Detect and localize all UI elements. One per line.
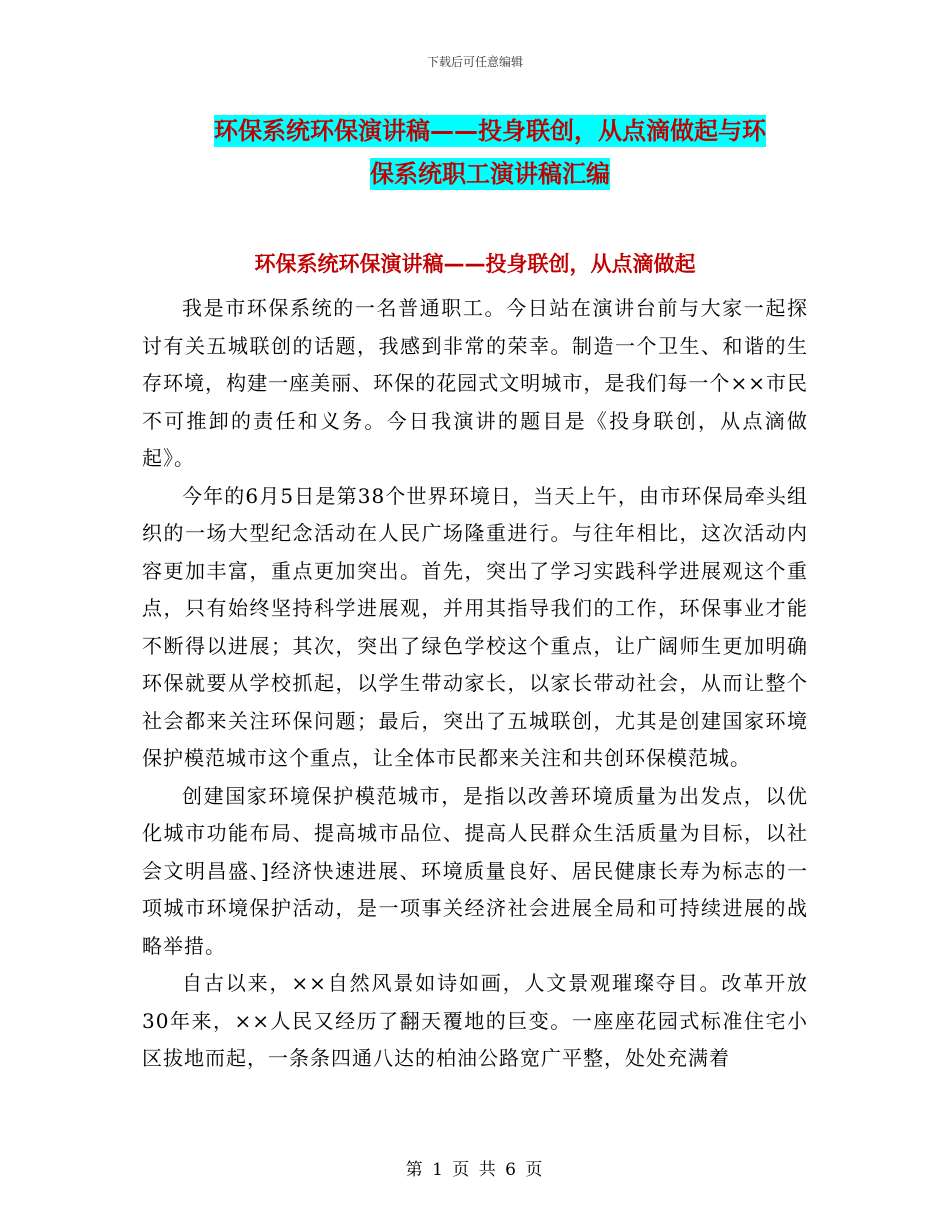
page-footer: 第 1 页 共 6 页: [405, 1160, 545, 1180]
main-title: [160, 110, 820, 196]
main-title-line2: 保系统职工演讲稿汇编: [370, 160, 610, 188]
main-title-line1: 环保系统环保演讲稿——投身联创，从点滴做起与环: [214, 117, 766, 145]
section-title: 环保系统环保演讲稿——投身联创，从点滴做起: [254, 252, 696, 276]
header-note: 下载后可任意编辑: [426, 55, 523, 69]
paragraph: 自古以来，××自然风景如诗如画，人文景观璀璨夺目。改革开放30年来，××人民又经历了翻天覆地的巨变。一座座花园式标准住宅小区拔地而起，一条条四通八达的柏油公路宽广平整，处处充满着: [142, 971, 808, 1070]
paragraph: 我是市环保系统的一名普通职工。今日站在演讲台前与大家一起探讨有关五城联创的话题，我感到非常的荣幸。制造一个卫生、和谐的生存环境，构建一座美丽、环保的花园式文明城市，是我们每一个××市民不可推卸的责任和义务。今日我演讲的题目是《投身联创，从点滴做起》。: [142, 296, 808, 470]
paragraph: 创建国家环境保护模范城市，是指以改善环境质量为出发点，以优化城市功能布局、提高城市品位、提高人民群众生活质量为目标，以社会文明昌盛、]经济快速进展、环境质量良好、居民健康长寿为标志的一项城市环境保护活动，是一项事关经济社会进展全局和可持续进展的战略举措。: [142, 783, 808, 958]
paragraph: 今年的6月5日是第38个世界环境日，当天上午，由市环保局牵头组织的一场大型纪念活动在人民广场隆重进行。与往年相比，这次活动内容更加丰富，重点更加突出。首先，突出了学习实践科学进展观这个重点，只有始终坚持科学进展观，并用其指导我们的工作，环保事业才能不断得以进展；其次，突出了绿色学校这个重点，让广阔师生更加明确环保就要从学校抓起，以学生带动家长，以家长带动社会，从而让整个社会都来关注环保问题；最后，突出了五城联创，尤其是创建国家环境保护模范城市这个重点，让全体市民都来关注和共创环保模范城。: [142, 483, 808, 770]
body-text: [142, 290, 808, 1078]
